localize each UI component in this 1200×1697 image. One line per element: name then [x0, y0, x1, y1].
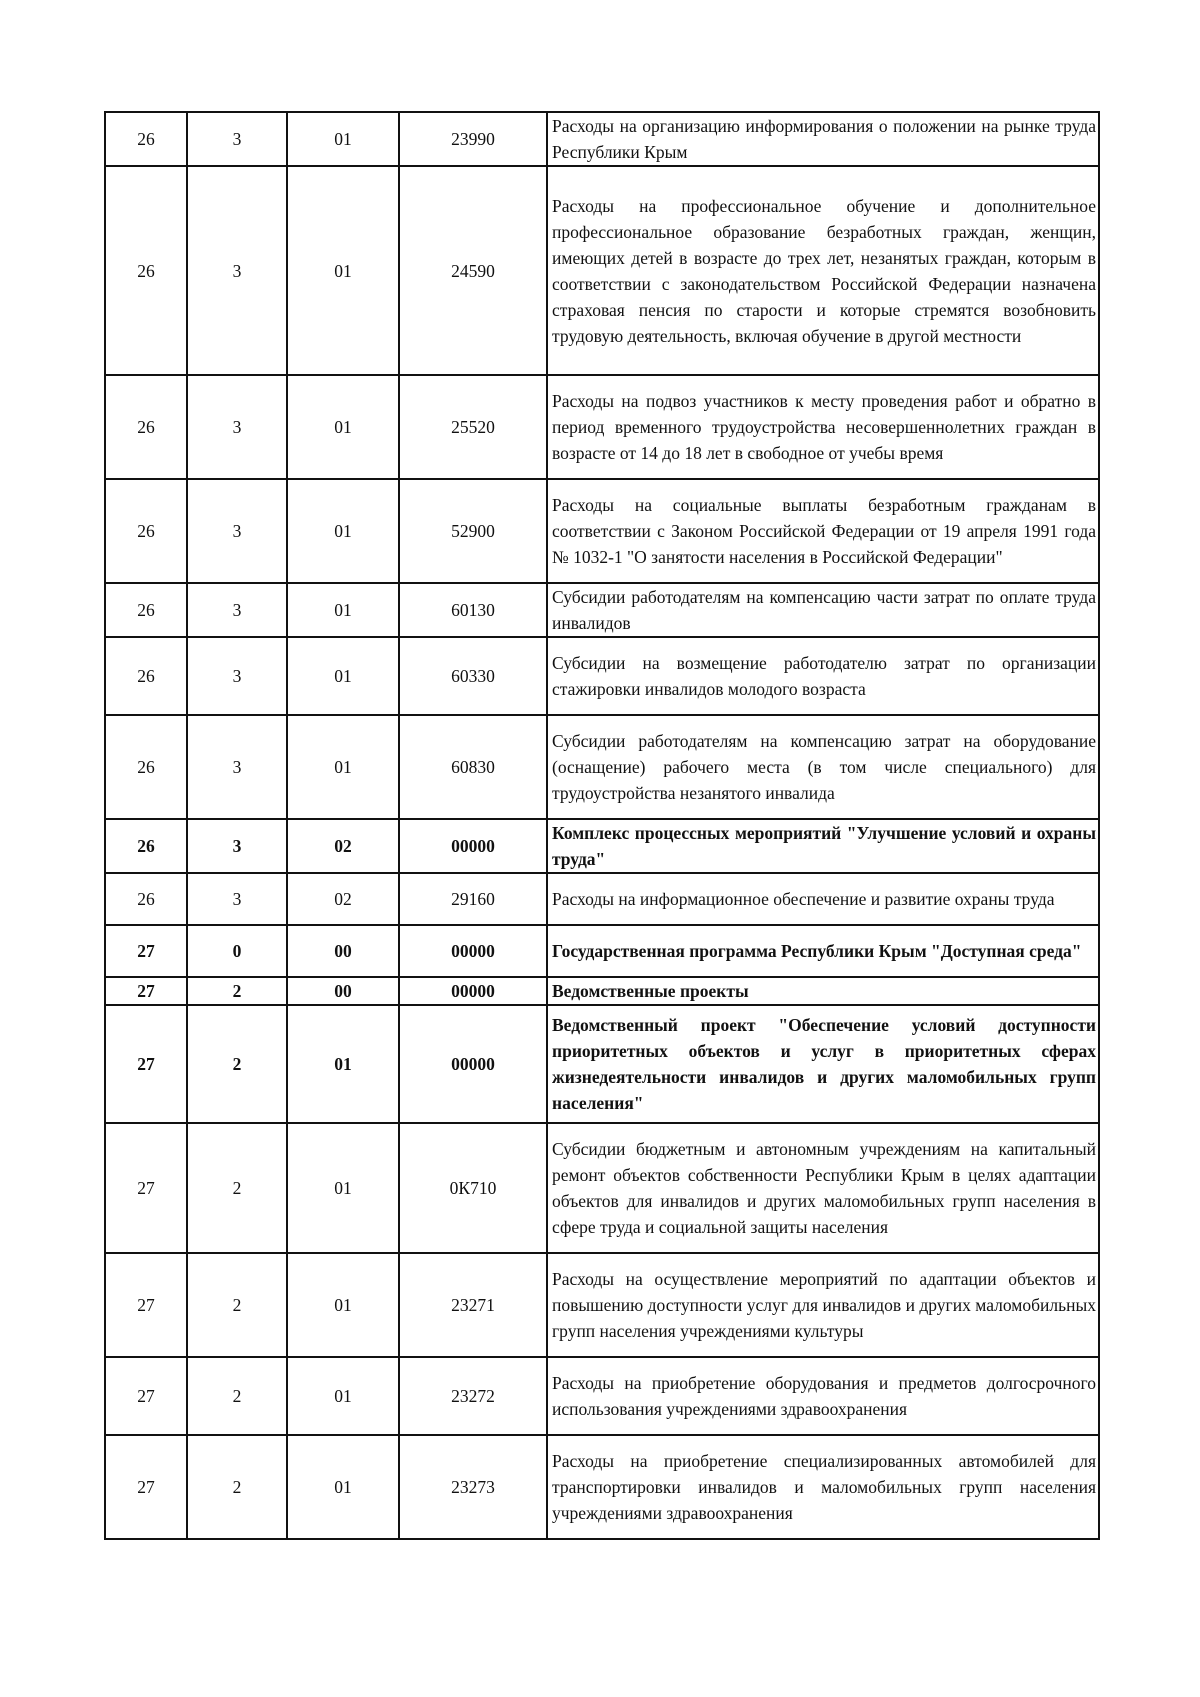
structural-element-code-cell: 02: [287, 873, 399, 925]
program-code-cell: 26: [105, 479, 187, 583]
structural-element-code-cell: 01: [287, 1123, 399, 1253]
program-code-cell: 26: [105, 637, 187, 715]
program-code-cell: 27: [105, 925, 187, 977]
program-code-cell: 26: [105, 375, 187, 479]
structural-element-code-cell: 01: [287, 1253, 399, 1357]
program-code-cell: 26: [105, 715, 187, 819]
program-code-cell: 26: [105, 166, 187, 375]
subprogram-code-cell: 3: [187, 583, 287, 637]
expense-description-cell: Субсидии работодателям на компенсацию части затрат по оплате труда инвалидов: [547, 583, 1099, 637]
structural-element-code-cell: 01: [287, 715, 399, 819]
subprogram-code-cell: 3: [187, 819, 287, 873]
structural-element-code-cell: 00: [287, 925, 399, 977]
subprogram-code-cell: 3: [187, 479, 287, 583]
program-code-cell: 27: [105, 1253, 187, 1357]
table-row: [105, 112, 1099, 166]
direction-code-cell: 00000: [399, 925, 547, 977]
program-code-cell: 26: [105, 583, 187, 637]
subprogram-code-cell: 3: [187, 112, 287, 166]
table-row: [105, 583, 1099, 637]
direction-code-cell: 29160: [399, 873, 547, 925]
structural-element-code-cell: 01: [287, 1005, 399, 1123]
program-code-cell: 27: [105, 1123, 187, 1253]
budget-classification-table: [104, 111, 1100, 1540]
subprogram-code-cell: 2: [187, 977, 287, 1005]
direction-code-cell: 60130: [399, 583, 547, 637]
direction-code-cell: 00000: [399, 977, 547, 1005]
structural-element-code-cell: 01: [287, 479, 399, 583]
structural-element-code-cell: 01: [287, 637, 399, 715]
direction-code-cell: 52900: [399, 479, 547, 583]
subprogram-code-cell: 3: [187, 166, 287, 375]
table-row: [105, 715, 1099, 819]
expense-description-cell: Ведомственные проекты: [547, 977, 1099, 1005]
direction-code-cell: 25520: [399, 375, 547, 479]
program-code-cell: 26: [105, 112, 187, 166]
expense-description-cell: Субсидии на возмещение работодателю затрат по организации стажировки инвалидов молодого возраста: [547, 637, 1099, 715]
program-code-cell: 27: [105, 1005, 187, 1123]
direction-code-cell: 23273: [399, 1435, 547, 1539]
table-row: [105, 873, 1099, 925]
subprogram-code-cell: 3: [187, 715, 287, 819]
table-row: [105, 1005, 1099, 1123]
subprogram-code-cell: 2: [187, 1435, 287, 1539]
program-code-cell: 27: [105, 977, 187, 1005]
subprogram-code-cell: 3: [187, 375, 287, 479]
expense-description-cell: Расходы на социальные выплаты безработным гражданам в соответствии с Законом Российской Федерации от 19 апреля 1991 года № 1032-1 "О занятости населения в Российской Федерации": [547, 479, 1099, 583]
direction-code-cell: 23990: [399, 112, 547, 166]
subprogram-code-cell: 2: [187, 1005, 287, 1123]
table-row: [105, 1357, 1099, 1435]
direction-code-cell: 00000: [399, 1005, 547, 1123]
subprogram-code-cell: 3: [187, 873, 287, 925]
structural-element-code-cell: 01: [287, 166, 399, 375]
program-code-cell: 27: [105, 1435, 187, 1539]
expense-description-cell: Ведомственный проект "Обеспечение условий доступности приоритетных объектов и услуг в приоритетных сферах жизнедеятельности инвалидов и других маломобильных групп населения": [547, 1005, 1099, 1123]
expense-description-cell: Расходы на информационное обеспечение и развитие охраны труда: [547, 873, 1099, 925]
subprogram-code-cell: 0: [187, 925, 287, 977]
table-row: [105, 1123, 1099, 1253]
subprogram-code-cell: 3: [187, 637, 287, 715]
expense-description-cell: Расходы на подвоз участников к месту проведения работ и обратно в период временного трудоустройства несовершеннолетних граждан в возрасте от 14 до 18 лет в свободное от учебы время: [547, 375, 1099, 479]
program-code-cell: 26: [105, 819, 187, 873]
direction-code-cell: 24590: [399, 166, 547, 375]
direction-code-cell: 0К710: [399, 1123, 547, 1253]
program-code-cell: 26: [105, 873, 187, 925]
table-row: [105, 1435, 1099, 1539]
table-row: [105, 1253, 1099, 1357]
structural-element-code-cell: 01: [287, 375, 399, 479]
structural-element-code-cell: 01: [287, 583, 399, 637]
expense-description-cell: Расходы на приобретение оборудования и предметов долгосрочного использования учреждениями здравоохранения: [547, 1357, 1099, 1435]
structural-element-code-cell: 01: [287, 1357, 399, 1435]
expense-description-cell: Субсидии работодателям на компенсацию затрат на оборудование (оснащение) рабочего места (в том числе специального) для трудоустройства незанятого инвалида: [547, 715, 1099, 819]
program-code-cell: 27: [105, 1357, 187, 1435]
table-row: [105, 637, 1099, 715]
table-row: [105, 375, 1099, 479]
subprogram-code-cell: 2: [187, 1123, 287, 1253]
structural-element-code-cell: 01: [287, 1435, 399, 1539]
expense-description-cell: Расходы на профессиональное обучение и дополнительное профессиональное образование безработных граждан, женщин, имеющих детей в возрасте до трех лет, незанятых граждан, которым в соответствии с законодательством Российской Федерации назначена страховая пенсия по старости и которые стремятся возобновить трудовую деятельность, включая обучение в другой местности: [547, 166, 1099, 375]
direction-code-cell: 23271: [399, 1253, 547, 1357]
direction-code-cell: 00000: [399, 819, 547, 873]
expense-description-cell: Комплекс процессных мероприятий "Улучшение условий и охраны труда": [547, 819, 1099, 873]
subprogram-code-cell: 2: [187, 1357, 287, 1435]
table-row: [105, 479, 1099, 583]
table-row: [105, 166, 1099, 375]
direction-code-cell: 60830: [399, 715, 547, 819]
structural-element-code-cell: 01: [287, 112, 399, 166]
structural-element-code-cell: 02: [287, 819, 399, 873]
expense-description-cell: Субсидии бюджетным и автономным учреждениям на капитальный ремонт объектов собственности Республики Крым в целях адаптации объектов для инвалидов и других маломобильных групп населения в сфере труда и социальной защиты населения: [547, 1123, 1099, 1253]
expense-description-cell: Расходы на осуществление мероприятий по адаптации объектов и повышению доступности услуг для инвалидов и других маломобильных групп населения учреждениями культуры: [547, 1253, 1099, 1357]
direction-code-cell: 60330: [399, 637, 547, 715]
expense-description-cell: Расходы на организацию информирования о положении на рынке труда Республики Крым: [547, 112, 1099, 166]
table-row: [105, 819, 1099, 873]
table-row: [105, 925, 1099, 977]
structural-element-code-cell: 00: [287, 977, 399, 1005]
direction-code-cell: 23272: [399, 1357, 547, 1435]
subprogram-code-cell: 2: [187, 1253, 287, 1357]
table-body: [105, 112, 1099, 1539]
expense-description-cell: Расходы на приобретение специализированных автомобилей для транспортировки инвалидов и маломобильных групп населения учреждениями здравоохранения: [547, 1435, 1099, 1539]
table-row: [105, 977, 1099, 1005]
expense-description-cell: Государственная программа Республики Крым "Доступная среда": [547, 925, 1099, 977]
